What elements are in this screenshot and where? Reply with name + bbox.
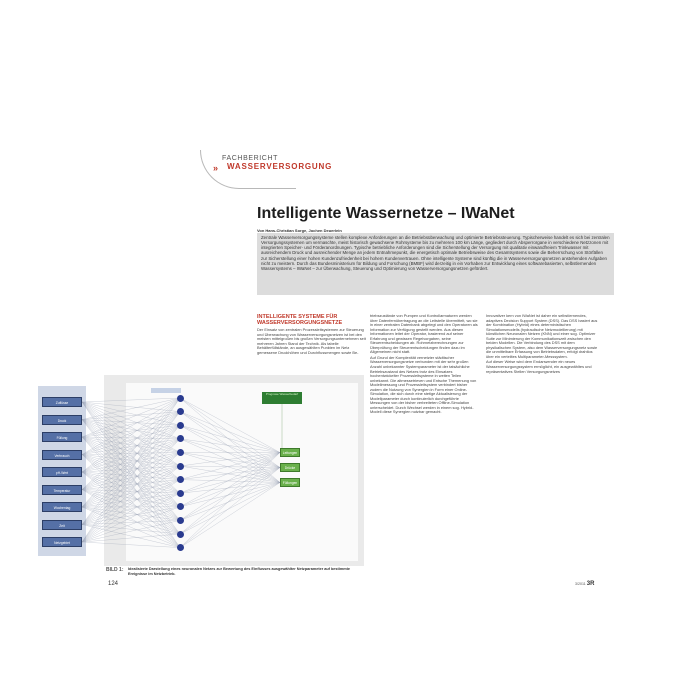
network-connection bbox=[82, 472, 180, 507]
network-connection bbox=[82, 452, 180, 489]
header-arrows-icon: » bbox=[213, 163, 219, 173]
input-node: Wochentag bbox=[42, 502, 82, 512]
network-connection bbox=[82, 480, 180, 525]
article-lead: Zentrale Wasserversorgungssysteme stellen komplexe Anforderungen an die Betriebsüberwachung und optimierte Betriebssteuerung. Typischerweise handelt es sich bei zentralen Versorgungssystemen um vermaschte, meist historisch gewachsene Rohrsysteme bis zu mehreren 100 km Länge, gegliedert durch Absperrorgane in verschiedene Netzzonen mit integrierten Speicher- und Förderanordnungen. Typische betriebliche Anforderungen sind die Sicherstellung der Versorgung mit qualitativ einwandfreiem Trinkwasser mit ausreichendem Druck und ausreichender Menge an jedem Entnahmepunkt, die energetisch optimale Betriebsweise des Gesamtsystems sowie die Beherrschung von Störfällen zur Sicherstellung einer hohen Kundenzufriedenheit bei hohem Kundenvertrauen. Ohne intelligente Systeme sind künftig die in Wasserversorgungsnetzen anstehenden Aufgaben nicht zu meistern. Durch das Bundesministerium für Bildung und Forschung (BMBF) wird derzeitig in ein Vorhaben zur Entwicklung eines softwarebasierten, selbstlernenden Wassersystems – IWaNet – zur Überwachung, Steuerung und Optimierung von Wasserversorgungsnetzen gefördert. bbox=[257, 233, 614, 295]
hidden-node bbox=[177, 435, 184, 442]
network-connection bbox=[82, 466, 180, 507]
network-connection bbox=[82, 534, 180, 542]
body-column-1: Der Einsatz von zentralen Prozessleitsystemen zur Steuerung und Überwachung von Wasserversorgungsnetzen ist bei den meisten mittelgroßen bis großen Versorgungsunternehmen seit mehreren Jahren Stand der Technik. Als tabelle Behälterfüllstände, an ausgewählten Punkten im Netz gemessene Druckhöhen und Durchflussmengen sowie Be- bbox=[257, 328, 366, 355]
network-connection bbox=[82, 398, 180, 472]
hidden-node bbox=[177, 503, 184, 510]
hidden-node bbox=[177, 463, 184, 470]
article-authors: Von Hans-Christian Sorge, Jochen Deuerlein bbox=[257, 228, 342, 233]
network-connection bbox=[82, 452, 180, 507]
input-node: Netzgebiet bbox=[42, 537, 82, 547]
output-node: Drücke bbox=[280, 463, 300, 472]
network-connection bbox=[180, 453, 280, 521]
paragraph: triebszustände von Pumpen und Kontrollarmaturen werden über Datenfernübertragung an die Leitstelle übermittelt, wo sie in einer zentralen Datenbank abgelegt und den Operatoren als Information zur Verfügung gestellt werden. Aus diesen Informationen leitet der Operator, basierend auf seiner Erfahrung und gewissen Regelvorgaben, seine Steuerentscheidungen ab. Rohrnetzberechnungen zur Überprüfung der Steuerentscheidungen finden dazu im Allgemeinen nicht statt. bbox=[370, 314, 478, 355]
network-connection bbox=[180, 468, 280, 494]
article-title: Intelligente Wassernetze – IWaNet bbox=[257, 205, 515, 222]
network-connection bbox=[82, 437, 180, 548]
network-connection bbox=[82, 398, 180, 507]
input-node: pH-Wert bbox=[42, 467, 82, 477]
network-connection bbox=[82, 402, 180, 412]
section-heading: INTELLIGENTE SYSTEME FÜR WASSERVERSORGUNGSNETZE bbox=[257, 314, 343, 326]
input-node: Verbrauch bbox=[42, 450, 82, 460]
hidden-node bbox=[177, 449, 184, 456]
network-connection bbox=[180, 398, 280, 483]
paragraph: Auf dieser Weise wird dem Endanwender ein neues Wasserversorgungssystem ermöglicht, ein ausgewähltes und repräsentatives Stellen Versorgungsnetzes bbox=[486, 359, 592, 374]
issue-number: 3/2011 bbox=[575, 582, 586, 586]
network-connection bbox=[180, 398, 280, 453]
output-node: Füllungen bbox=[280, 478, 300, 487]
input-node: Zeit bbox=[42, 520, 82, 530]
network-connection bbox=[82, 439, 180, 455]
network-connection bbox=[82, 398, 180, 402]
hidden-node bbox=[177, 490, 184, 497]
network-connection bbox=[82, 525, 180, 548]
network-connection bbox=[180, 483, 280, 535]
network-connection bbox=[82, 455, 180, 548]
network-connection bbox=[180, 483, 280, 548]
network-connection bbox=[82, 455, 180, 507]
network-connection bbox=[82, 493, 180, 524]
network-connection bbox=[180, 425, 280, 482]
network-connection bbox=[180, 412, 280, 468]
network-connection bbox=[180, 439, 280, 468]
hidden-node bbox=[177, 517, 184, 524]
paragraph: Innovativer kern von IWaNet ist daher ein selbstlernendes, adaptives Decision Support System (DSS). Das DSS basiert aus der Kombination (Hybrid) eines deterministischen Simulationsmodells (hydraulische Netzmodellierung) mit künstlichen Neuronalen Netzen (KNN) und einer sog. Optimizer Suite zur Minimierung der Kommunikationszeit zwischen den beiden Modellen. Die Verbindung des DSS mit dem physikalischen System, also dem Wasserversorgungsnetz sowie die unmittelbare Erfassung von Betriebsdaten, erfolgt drahtlos über ein verteiltes Multiparameter-Messsystem. bbox=[486, 314, 598, 359]
output-node: Leitungen bbox=[280, 448, 300, 457]
network-connection bbox=[82, 542, 180, 548]
network-connection bbox=[82, 398, 180, 455]
hidden-node bbox=[177, 408, 184, 415]
network-connection bbox=[180, 398, 280, 468]
network-connection bbox=[82, 412, 180, 472]
network-connection bbox=[180, 412, 280, 483]
network-connection bbox=[180, 483, 280, 494]
hidden-node bbox=[177, 531, 184, 538]
network-connection bbox=[82, 493, 180, 542]
network-connection bbox=[82, 425, 180, 507]
input-node: Füllung bbox=[42, 432, 82, 442]
hidden-node bbox=[177, 395, 184, 402]
input-node: Temperatur bbox=[42, 485, 82, 495]
hidden-node bbox=[177, 422, 184, 429]
network-connection bbox=[180, 468, 280, 480]
network-connection bbox=[180, 468, 280, 535]
page-number-right bbox=[575, 581, 594, 587]
network-connection bbox=[82, 402, 180, 452]
figure-caption: Idealisierte Darstellung eines neuronalen Netzes zur Bewertung des Einflusses ausgewählter Netzparameter auf bestimmte Ereignisse im Netzbetrieb. bbox=[128, 567, 350, 576]
network-connection bbox=[82, 480, 180, 490]
network-connection bbox=[180, 483, 280, 521]
network-connection bbox=[82, 398, 180, 420]
network-connection bbox=[82, 439, 180, 507]
network-connection bbox=[180, 452, 280, 482]
paragraph: Auf Grund der Komplexität vernetzter städtischer Wasserversorgungsnetze verbunden mit der sehr großen Anzahl unbekannter Systemparameter ist der tatsächliche Betriebszustand des Netzes trotz des Einsatzes hochentwickelter Prozessleitsysteme in weiten Teilen unbekannt. Die altmessetrieven und Entsche Themenung von Modellmessung und Prozessleitsystem verbindert bisher zudem die Nutzung von Synergien in Form einer Online-Simulation, die sich durch eine stetige Aktualisierung der Modellparameter durch kontinuierlich durchgeführte Messungen von der bisher verbreiteten Offline-Simulation unterscheidet. Durch Wechsel werden in einem sog. Hybrid-Modell diese Synergien nutzbar gemacht. bbox=[370, 354, 477, 415]
input-node: Zuflüsse bbox=[42, 397, 82, 407]
journal-mark: 3R bbox=[586, 581, 595, 587]
network-connection bbox=[180, 452, 280, 467]
page-number-left: 124 bbox=[108, 581, 119, 587]
network-connection bbox=[180, 425, 280, 452]
network-connection bbox=[180, 439, 280, 453]
header-kicker: FACHBERICHT bbox=[222, 155, 278, 162]
network-connection bbox=[82, 466, 180, 542]
input-node: Druck bbox=[42, 415, 82, 425]
hidden-node bbox=[177, 544, 184, 551]
network-connection bbox=[180, 453, 280, 535]
network-connection bbox=[180, 483, 280, 507]
network-connection bbox=[82, 412, 180, 455]
caption-label: BILD 1: bbox=[106, 567, 124, 573]
header-topic: WASSERVERSORGUNG bbox=[227, 162, 333, 171]
hidden-node bbox=[177, 476, 184, 483]
network-connection bbox=[82, 472, 180, 548]
network-connection bbox=[82, 398, 180, 525]
figure-output-label: Prognose Wasserbedarf bbox=[262, 392, 302, 404]
